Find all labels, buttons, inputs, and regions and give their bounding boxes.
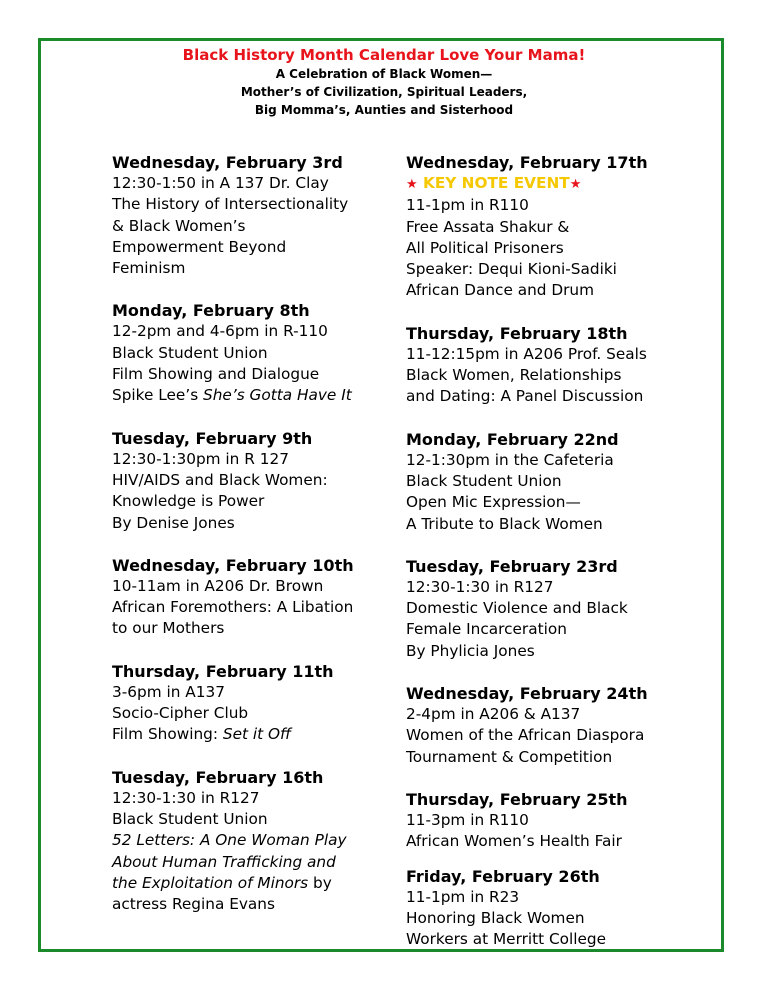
event-date: Thursday, February 25th [406, 789, 628, 809]
event-line: Honoring Black Women [406, 908, 585, 927]
event-text: Film Showing: [112, 725, 223, 744]
event-line: HIV/AIDS and Black Women: [112, 470, 328, 489]
event-line: All Political Prisoners [406, 238, 564, 257]
event-line: 12:30-1:30 in R127 [406, 577, 554, 596]
event-line: Black Student Union [406, 471, 562, 490]
event-feb-26 [406, 866, 706, 951]
right-column [406, 152, 706, 971]
event-date: Friday, February 26th [406, 866, 600, 886]
event-line: Black Women, Relationships [406, 366, 622, 385]
event-text: Spike Lee’s [112, 386, 204, 405]
event-line-film [112, 385, 392, 406]
event-feb-22 [406, 429, 706, 535]
event-line-film [112, 724, 392, 745]
event-line: 12:30-1:30 in R127 [112, 788, 260, 807]
calendar-title: Black History Month Calendar Love Your Mama! [182, 46, 586, 64]
star-icon: ★ [569, 177, 582, 192]
event-line: A Tribute to Black Women [406, 514, 603, 533]
event-line: Film Showing and Dialogue [112, 365, 320, 384]
event-line: Feminism [112, 259, 186, 278]
film-title: She’s Gotta Have It [203, 386, 352, 405]
event-line: 12-2pm and 4-6pm in R-110 [112, 322, 328, 341]
event-line: 12:30-1:50 in A 137 Dr. Clay [112, 174, 329, 192]
event-line: Open Mic Expression— [406, 493, 581, 512]
event-text: by [308, 873, 332, 892]
event-line: 11-1pm in R110 [406, 196, 529, 215]
event-feb-9 [112, 428, 392, 534]
film-title: Set it Off [222, 725, 292, 744]
left-column [112, 152, 392, 936]
subtitle-line-3: Big Momma’s, Aunties and Sisterhood [254, 103, 514, 117]
event-line: 2-4pm in A206 & A137 [406, 705, 581, 724]
event-line: Empowerment Beyond [112, 237, 287, 256]
event-line: & Black Women’s [112, 216, 246, 235]
event-feb-3 [112, 152, 392, 279]
event-date: Monday, February 22nd [406, 429, 619, 449]
event-feb-10 [112, 555, 392, 640]
event-line: Domestic Violence and Black [406, 599, 628, 618]
event-date: Wednesday, February 24th [406, 684, 648, 704]
event-line: Workers at Merritt College [406, 930, 607, 949]
event-line: 12-1:30pm in the Cafeteria [406, 450, 614, 469]
event-line: Women of the African Diaspora [406, 726, 645, 745]
event-line: Tournament & Competition [406, 747, 613, 766]
calendar-header [0, 46, 768, 119]
event-date: Wednesday, February 10th [112, 555, 354, 575]
event-date: Monday, February 8th [112, 301, 310, 321]
event-line: By Phylicia Jones [406, 641, 535, 660]
event-feb-16 [112, 767, 392, 916]
event-line: 3-6pm in A137 [112, 682, 225, 701]
event-line: Free Assata Shakur & [406, 217, 570, 236]
subtitle-line-1: A Celebration of Black Women— [275, 67, 493, 81]
event-line: Speaker: Dequi Kioni-Sadiki [406, 260, 617, 279]
event-line-italic [112, 852, 392, 873]
event-line: 10-11am in A206 Dr. Brown [112, 576, 324, 595]
event-date: Tuesday, February 16th [112, 767, 324, 787]
keynote-label: KEY NOTE EVENT [417, 174, 570, 192]
event-line: African Dance and Drum [406, 281, 595, 300]
event-feb-25 [406, 789, 706, 853]
event-date: Wednesday, February 3rd [112, 153, 343, 172]
event-line: African Women’s Health Fair [406, 832, 622, 851]
event-date: Tuesday, February 23rd [406, 556, 618, 576]
keynote-line [406, 173, 706, 195]
event-feb-24 [406, 683, 706, 768]
play-title: 52 Letters: A One Woman Play [112, 831, 347, 850]
event-line: to our Mothers [112, 619, 225, 638]
event-line: Female Incarceration [406, 620, 567, 639]
event-feb-8 [112, 300, 392, 406]
event-feb-18 [406, 323, 706, 408]
star-icon: ★ [406, 177, 418, 192]
event-line: Black Student Union [112, 809, 268, 828]
play-title: About Human Trafficking and [112, 852, 336, 871]
event-line: 12:30-1:30pm in R 127 [112, 449, 289, 468]
event-date: Tuesday, February 9th [112, 428, 313, 448]
event-line-italic [112, 830, 392, 851]
event-line: actress Regina Evans [112, 895, 275, 914]
event-feb-17 [406, 152, 706, 302]
event-line: Knowledge is Power [112, 492, 265, 511]
play-title: the Exploitation of Minors [112, 873, 309, 892]
subtitle-line-2: Mother’s of Civilization, Spiritual Leaders, [240, 85, 528, 99]
event-line: Black Student Union [112, 343, 268, 362]
event-date: Thursday, February 18th [406, 323, 628, 343]
event-date: Wednesday, February 17th [406, 153, 648, 172]
event-line: Socio-Cipher Club [112, 704, 249, 723]
event-line: By Denise Jones [112, 513, 235, 532]
event-feb-11 [112, 661, 392, 746]
event-line-mixed [112, 873, 392, 894]
event-line: African Foremothers: A Libation [112, 598, 354, 617]
event-line: and Dating: A Panel Discussion [406, 387, 644, 406]
event-date: Thursday, February 11th [112, 661, 334, 681]
event-feb-23 [406, 556, 706, 662]
event-line: 11-3pm in R110 [406, 810, 529, 829]
event-line: 11-1pm in R23 [406, 887, 520, 906]
event-line: 11-12:15pm in A206 Prof. Seals [406, 344, 647, 363]
event-line: The History of Intersectionality [112, 195, 349, 214]
